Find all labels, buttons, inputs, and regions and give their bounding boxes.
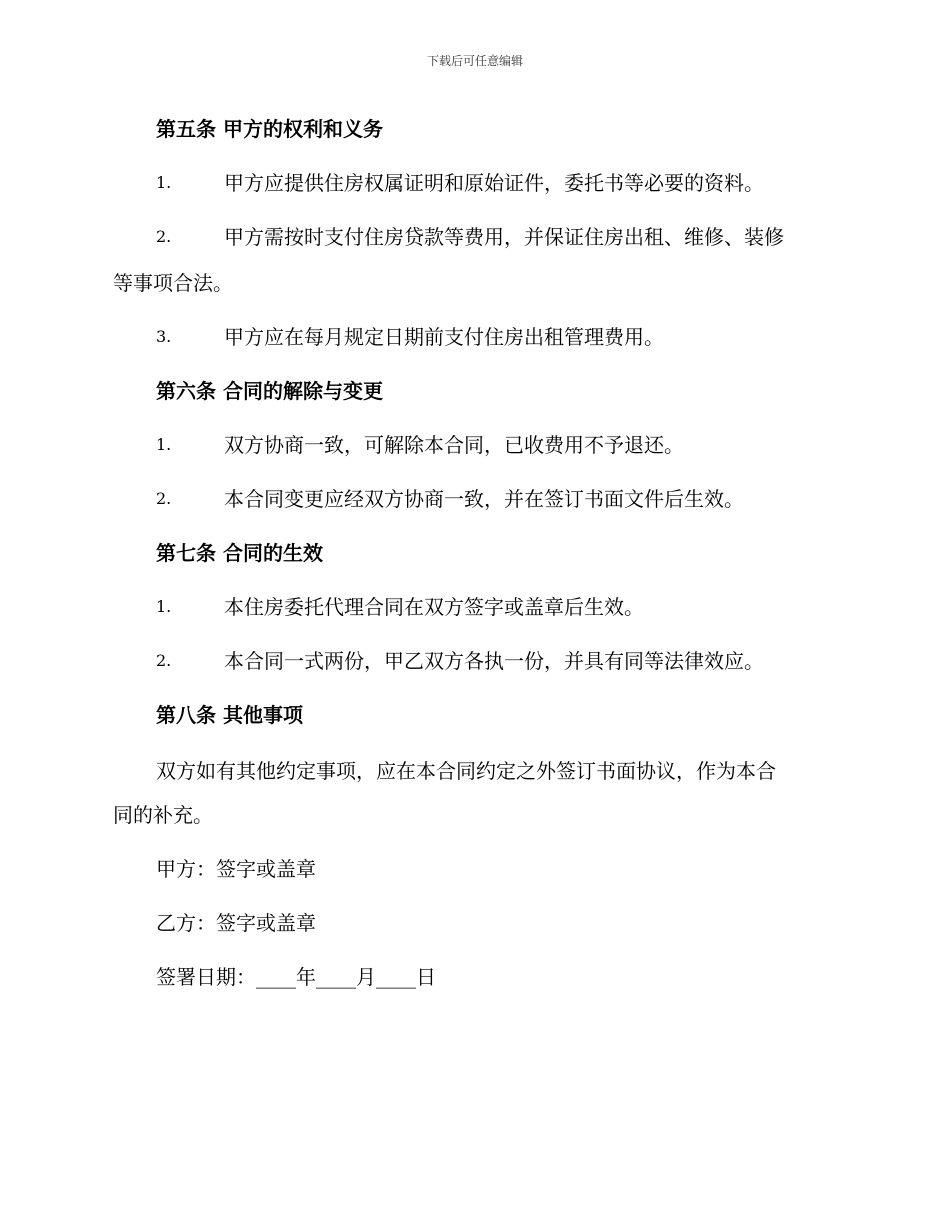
list-item [0, 222, 950, 252]
signing-date-line: 签署日期：____年____月____日 [156, 965, 436, 989]
section-heading [0, 700, 950, 730]
item-number: 1. [156, 173, 172, 192]
item-text: 本住房委托代理合同在双方签字或盖章后生效。 [224, 595, 644, 619]
item-text: 甲方应提供住房权属证明和原始证件，委托书等必要的资料。 [224, 171, 764, 195]
section-heading [0, 114, 950, 144]
paragraph-continuation [0, 800, 950, 830]
section-title: 第八条 其他事项 [156, 703, 303, 727]
paragraph [0, 756, 950, 786]
item-text: 本合同一式两份，甲乙双方各执一份，并具有同等法律效应。 [224, 649, 764, 673]
section-heading [0, 538, 950, 568]
item-number: 2. [156, 227, 172, 246]
section-title: 第五条 甲方的权利和义务 [156, 117, 383, 141]
item-text: 甲方需按时支付住房贷款等费用，并保证住房出租、维修、装修 [224, 225, 784, 249]
item-number: 1. [156, 597, 172, 616]
section-title: 第六条 合同的解除与变更 [156, 379, 383, 403]
item-text: 本合同变更应经双方协商一致，并在签订书面文件后生效。 [224, 487, 744, 511]
party-b-signature-line: 乙方：签字或盖章 [156, 911, 316, 935]
paragraph-text: 双方如有其他约定事项，应在本合同约定之外签订书面协议，作为本合 [156, 759, 776, 783]
item-text-continuation: 等事项合法。 [113, 271, 233, 295]
list-item [0, 322, 950, 352]
item-number: 2. [156, 489, 172, 508]
list-item [0, 646, 950, 676]
list-item [0, 484, 950, 514]
list-item-continuation [0, 268, 950, 298]
item-number: 3. [156, 327, 172, 346]
list-item [0, 430, 950, 460]
section-title: 第七条 合同的生效 [156, 541, 323, 565]
signature-date [0, 962, 950, 992]
item-number: 1. [156, 435, 172, 454]
paragraph-text-continuation: 同的补充。 [113, 803, 213, 827]
list-item [0, 592, 950, 622]
section-heading [0, 376, 950, 406]
item-text: 双方协商一致，可解除本合同，已收费用不予退还。 [224, 433, 684, 457]
signature-party-a [0, 854, 950, 884]
party-a-signature-line: 甲方：签字或盖章 [156, 857, 316, 881]
item-number: 2. [156, 651, 172, 670]
page-header: 下载后可任意编辑 [426, 54, 523, 68]
list-item [0, 168, 950, 198]
item-text: 甲方应在每月规定日期前支付住房出租管理费用。 [224, 325, 664, 349]
signature-party-b [0, 908, 950, 938]
